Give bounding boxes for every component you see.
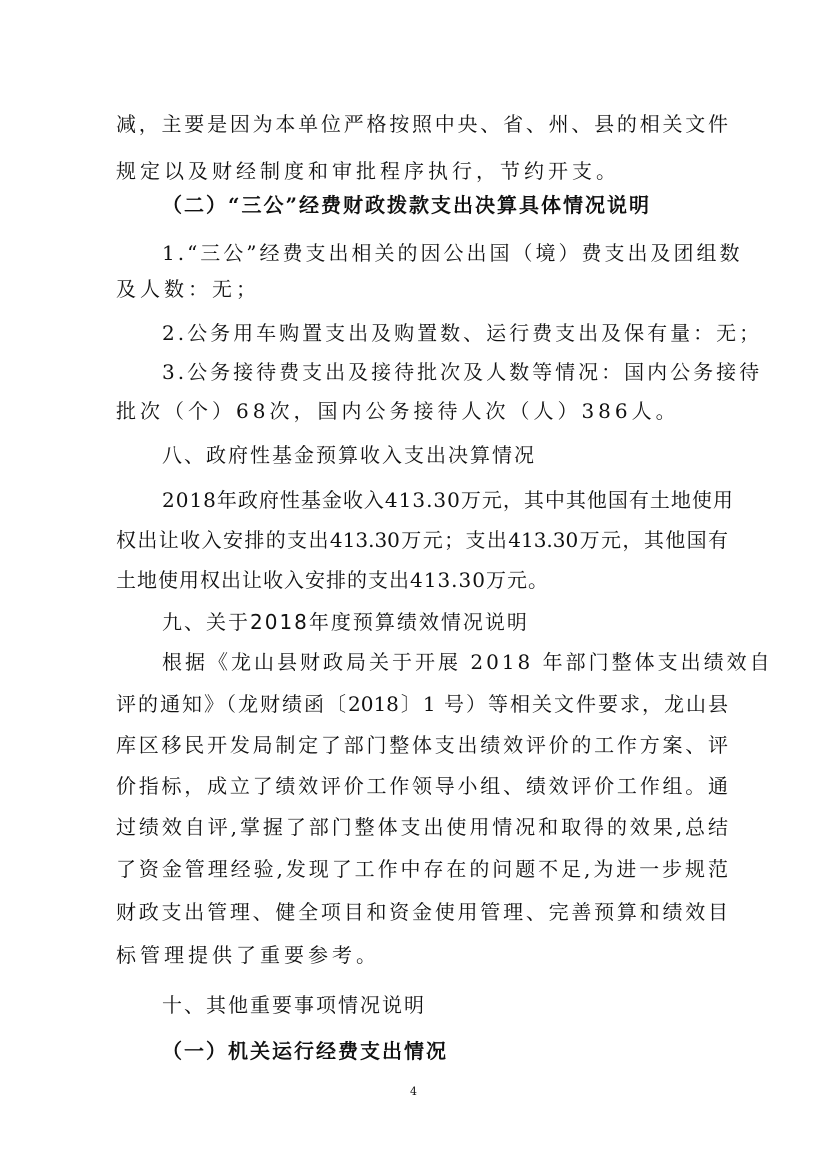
paragraph-line: 批次（个）68次，国内公务接待人次（人）386人。: [116, 399, 680, 423]
paragraph-line: 价指标，成立了绩效评价工作领导小组、绩效评价工作组。通: [116, 774, 728, 798]
paragraph-line: 过绩效自评,掌握了部门整体支出使用情况和取得的效果,总结: [116, 815, 728, 839]
subsection-heading: （一）机关运行经费支出情况: [162, 1039, 448, 1063]
paragraph-line: 评的通知》（龙财绩函〔2018〕1 号）等相关文件要求，龙山县: [116, 692, 728, 716]
paragraph-line: 减，主要是因为本单位严格按照中央、省、州、县的相关文件: [116, 112, 728, 136]
page-number: 4: [410, 1085, 417, 1098]
paragraph-line: 根据《龙山县财政局关于开展 2018 年部门整体支出绩效自: [162, 650, 773, 674]
paragraph-line: 及人数：无；: [116, 277, 260, 301]
paragraph-line: 2018年政府性基金收入413.30万元，其中其他国有土地使用: [162, 488, 734, 512]
paragraph-line: 库区移民开发局制定了部门整体支出绩效评价的工作方案、评: [116, 733, 728, 757]
paragraph-line: 1.“三公”经费支出相关的因公出国（境）费支出及团组数: [162, 241, 743, 265]
section-heading: 十、其他重要事项情况说明: [162, 993, 426, 1017]
paragraph-line: 了资金管理经验,发现了工作中存在的问题不足,为进一步规范: [116, 857, 728, 881]
paragraph-line: 财政支出管理、健全项目和资金使用管理、完善预算和绩效目: [116, 900, 728, 924]
paragraph-line: 权出让收入安排的支出413.30万元；支出413.30万元，其他国有: [116, 528, 728, 552]
section-heading: 八、政府性基金预算收入支出决算情况: [162, 443, 536, 467]
paragraph-line: 2.公务用车购置支出及购置数、运行费支出及保有量：无；: [162, 321, 763, 345]
paragraph-line: 规定以及财经制度和审批程序执行，节约开支。: [116, 159, 620, 183]
subsection-heading: （二）“三公”经费财政拨款支出决算具体情况说明: [162, 193, 652, 217]
paragraph-line: 土地使用权出让收入安排的支出413.30万元。: [116, 568, 549, 592]
section-heading: 九、关于2018年度预算绩效情况说明: [162, 610, 529, 634]
paragraph-line: 3.公务接待费支出及接待批次及人数等情况：国内公务接待: [162, 360, 763, 384]
paragraph-line: 标管理提供了重要参考。: [116, 943, 380, 967]
